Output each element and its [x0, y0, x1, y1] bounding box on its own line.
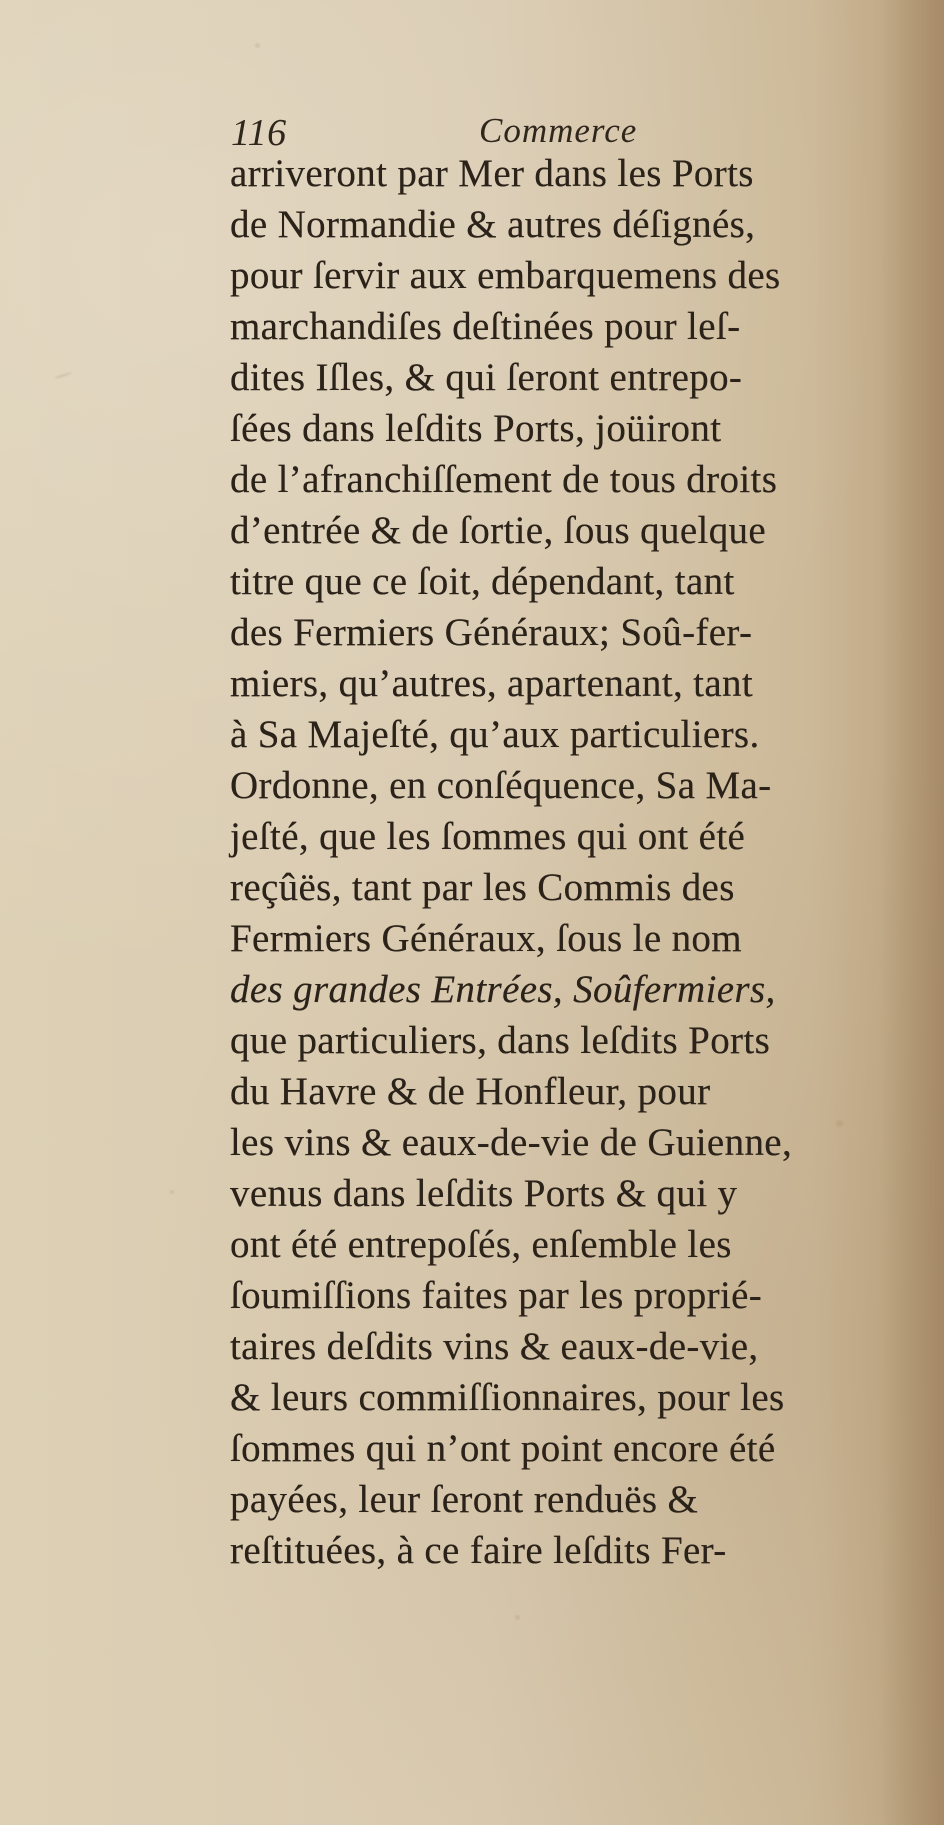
text-line: des grandes Entrées, Soûfermiers,	[230, 968, 776, 1011]
text-line: de l’afranchiſſement de tous droits	[230, 458, 778, 501]
paper-stain	[515, 1615, 520, 1620]
text-line: payées, leur ſeront renduës &	[230, 1478, 699, 1521]
text-line: ſoumiſſions faites par les proprié-	[230, 1274, 763, 1317]
text-line: du Havre & de Honfleur, pour	[230, 1070, 711, 1113]
running-title: Commerce	[479, 111, 638, 150]
text-line: de Normandie & autres déſignés,	[230, 203, 756, 246]
text-line: que particuliers, dans leſdits Ports	[230, 1019, 771, 1062]
text-line: Fermiers Généraux, ſous le nom	[230, 917, 742, 960]
text-line: jeſté, que les ſommes qui ont été	[230, 815, 746, 858]
paper-stain	[170, 1190, 174, 1194]
text-line: titre que ce ſoit, dépendant, tant	[230, 560, 735, 603]
text-line: venus dans leſdits Ports & qui y	[230, 1172, 738, 1215]
text-line: dites Iſles, & qui ſeront entrepo-	[230, 356, 743, 399]
text-line: arriveront par Mer dans les Ports	[230, 152, 754, 195]
text-line: & leurs commiſſionnaires, pour les	[230, 1376, 785, 1419]
text-line: ont été entrepoſés, enſemble les	[230, 1223, 732, 1266]
text-line: les vins & eaux-de-vie de Guienne,	[230, 1121, 793, 1164]
text-line: reçûës, tant par les Commis des	[230, 866, 735, 909]
paper-stain	[54, 371, 72, 379]
text-line: miers, qu’autres, apartenant, tant	[230, 662, 754, 705]
text-line: Ordonne, en conſéquence, Sa Ma-	[230, 764, 772, 807]
text-line: à Sa Majeſté, qu’aux particuliers.	[230, 713, 760, 756]
page-number: 116	[231, 112, 287, 154]
text-line: pour ſervir aux embarquemens des	[230, 254, 781, 297]
body-text	[230, 148, 930, 1576]
text-line: des Fermiers Généraux; Soû-fer-	[230, 611, 753, 654]
text-line: d’entrée & de ſortie, ſous quelque	[230, 509, 767, 552]
text-line: ſées dans leſdits Ports, joüiront	[230, 407, 722, 450]
text-line: marchandiſes deſtinées pour leſ-	[230, 305, 741, 348]
text-line: reſtituées, à ce faire leſdits Fer-	[230, 1529, 727, 1572]
text-line: taires deſdits vins & eaux-de-vie,	[230, 1325, 759, 1368]
paper-stain	[255, 43, 260, 48]
text-line: ſommes qui n’ont point encore été	[230, 1427, 776, 1470]
